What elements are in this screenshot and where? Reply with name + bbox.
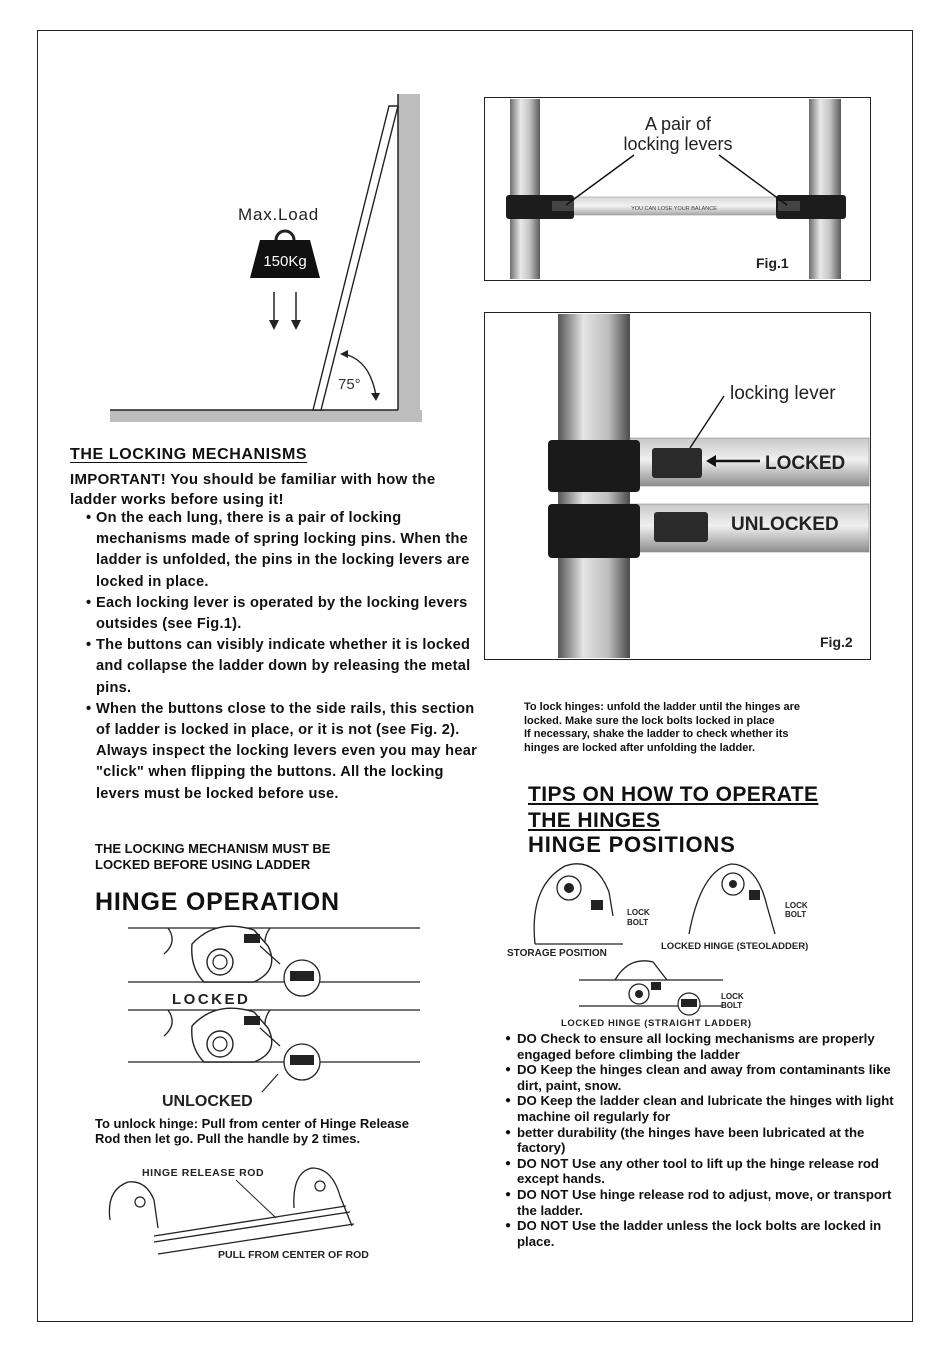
fig1-photo [484, 97, 871, 281]
hinge-positions-diagram [505, 856, 895, 1032]
locking-mechanisms-title: THE LOCKING MECHANISMS [70, 446, 308, 463]
shake-ladder-text: If necessary, shake the ladder to check whether its hinges are locked after unfolding the ladder. [524, 728, 789, 754]
mechanism-warning: THE LOCKING MECHANISM MUST BE LOCKED BEFORE USING LADDER [95, 841, 331, 872]
do-item-2: ● DO Keep the hinges clean and away from contaminants like dirt, paint, snow. [505, 1062, 895, 1093]
fig2-photo [484, 312, 871, 660]
release-rod-label: HINGE RELEASE ROD [142, 1167, 265, 1179]
hinge-unlocked-label: UNLOCKED [162, 1093, 253, 1110]
locking-bullet-2: • Each locking lever is operated by the locking levers outsides (see Fig.1). [86, 593, 481, 635]
fig1-caption: Fig.1 [756, 255, 789, 271]
tips-title [528, 782, 818, 834]
storage-bolt-label: BOLT [627, 918, 649, 927]
hinge-positions-title: HINGE POSITIONS [528, 832, 736, 857]
hinge-release-rod-diagram [96, 1150, 386, 1276]
angle-label: 75° [338, 376, 361, 393]
stepladder-lock-label: LOCK [785, 901, 808, 910]
fig2-caption: Fig.2 [820, 634, 853, 650]
stepladder-hinge-drawing [661, 864, 808, 952]
storage-lock-label: LOCK [627, 908, 650, 917]
storage-position-drawing [507, 864, 650, 959]
locked-hinge-drawing [128, 926, 420, 1008]
max-load-label: Max.Load [238, 205, 320, 224]
fig2-unlocked-label: UNLOCKED [731, 514, 839, 535]
tips-title-line1: TIPS ON HOW TO OPERATE [528, 783, 819, 806]
tips-title-line2: THE HINGES [528, 809, 661, 832]
do-item-4: ● better durability (the hinges have been lubricated at the factory) [505, 1125, 895, 1156]
hinge-operation-diagram [120, 916, 440, 1116]
fig2-locked-label: LOCKED [765, 453, 846, 474]
dos-and-donts-list [505, 1031, 895, 1249]
fig1-rung-text: YOU CAN LOSE YOUR BALANCE [631, 206, 717, 212]
lock-hinge-text: To lock hinges: unfold the ladder until the hinges are locked. Make sure the lock bolts locked in place [524, 701, 801, 727]
unlock-instructions: To unlock hinge: Pull from center of Hinge Release Rod then let go. Pull the handle by 2 times. [95, 1116, 409, 1146]
locking-bullets [86, 508, 481, 805]
do-item-3: ● DO Keep the ladder clean and lubricate the hinges with light machine oil regularly for [505, 1093, 895, 1124]
straight-hinge-label: LOCKED HINGE (STRAIGHT LADDER) [561, 1018, 752, 1029]
stepladder-hinge-label: LOCKED HINGE (STEOLADDER) [661, 941, 809, 952]
fig2-callout: locking lever [730, 383, 836, 404]
hinge-locked-label: LOCKED [172, 991, 251, 1008]
stepladder-bolt-label: BOLT [785, 910, 807, 919]
dont-item-1: ● DO NOT Use any other tool to lift up the hinge release rod except hands. [505, 1156, 895, 1187]
do-item-1: ● DO Check to ensure all locking mechanisms are properly engaged before climbing the ladder [505, 1031, 895, 1062]
locking-bullet-1: • On the each lung, there is a pair of locking mechanisms made of spring locking pins. When the ladder is unfolded, the pins in the locking levers are locked in place. [86, 508, 481, 593]
fig1-callout-line2: locking levers [623, 134, 733, 154]
straight-lock-label: LOCK [721, 992, 744, 1001]
dont-item-2: ● DO NOT Use hinge release rod to adjust, move, or transport the ladder. [505, 1187, 895, 1218]
important-note: IMPORTANT! You should be familiar with how the ladder works before using it! [70, 471, 436, 508]
straight-bolt-label: BOLT [721, 1001, 743, 1010]
hinge-operation-title: HINGE OPERATION [95, 888, 340, 916]
ladder-load-diagram [108, 92, 424, 422]
storage-position-label: STORAGE POSITION [507, 948, 607, 959]
straight-ladder-hinge-drawing [561, 961, 752, 1029]
unlocked-hinge-drawing [128, 1008, 420, 1110]
dont-item-3: ● DO NOT Use the ladder unless the lock bolts are locked in place. [505, 1218, 895, 1249]
locking-bullet-4: • When the buttons close to the side rails, this section of ladder is locked in place, or it is not (see Fig. 2). [86, 699, 481, 741]
pull-label: PULL FROM CENTER OF ROD [218, 1249, 369, 1261]
locking-bullet-3: • The buttons can visibly indicate whether it is locked and collapse the ladder down by releasing the metal pins. [86, 635, 481, 699]
fig1-callout-line1: A pair of [644, 114, 712, 134]
inspect-note: Always inspect the locking levers even you may hear "click" when flipping the buttons. All the locking levers must be locked before use. [96, 743, 477, 802]
weight-label: 150Kg [263, 253, 307, 270]
lock-hinge-instructions [524, 701, 814, 755]
